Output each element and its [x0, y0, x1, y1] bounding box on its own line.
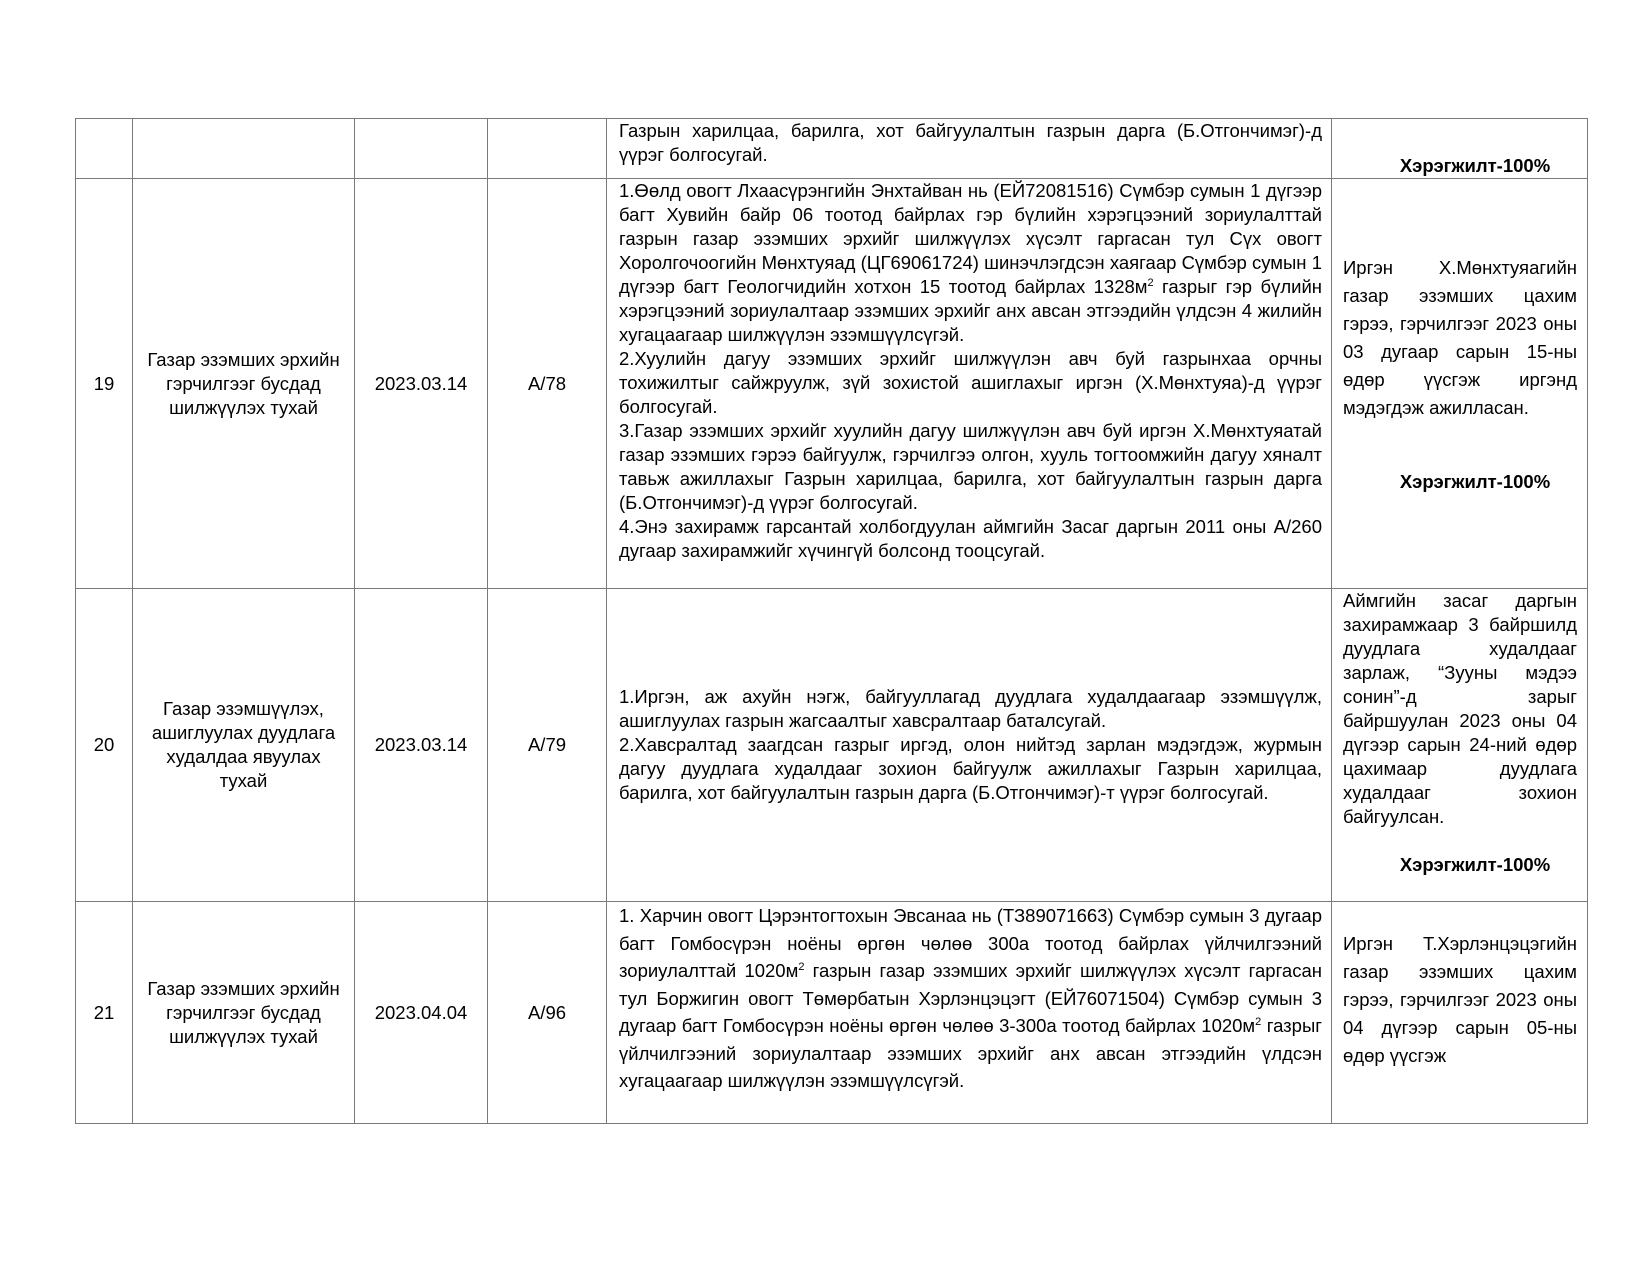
implementation-result	[1332, 902, 1588, 1124]
row-number: 21	[76, 902, 133, 1124]
table-row	[76, 902, 1588, 1124]
status-label: Хэрэгжилт-100%	[1399, 854, 1551, 875]
decree-paragraph: Газрын харилцаа, барилга, хот байгуулалтын газрын дарга (Б.Отгончимэг)-д үүрэг болгосугай.	[619, 120, 1322, 165]
paragraph-text: 1.Өөлд овогт Лхаасүрэнгийн Энхтайван нь (ЕЙ72081516) Сүмбэр сумын 1 дүгээр багт Хувийн байр 06 тоотод байрлах гэр бүлийн хэрэгцээний зориулалттай газрын газар эзэмших эрхийг шилжүүлэх хүсэлт гаргасан тул Сүх овогт Хоролгочоогийн Мөнхтуяад (ЦГ69061724) шинэчлэгдсэн хаягаар Сүмбэр сумын 1 дүгээр багт Геологчидийн хотхон 15 тоотод байрлах 1328м	[619, 180, 1322, 297]
decree-date: 2023.03.14	[355, 589, 488, 902]
decree-paragraph: 1.Иргэн, аж ахуйн нэгж, байгууллагад дуудлага худалдаагаар эзэмшүүлж, ашиглуулах газрын жагсаалтыг хавсралтаар баталсугай.	[619, 686, 1322, 731]
implementation-result	[1332, 179, 1588, 589]
decree-number: А/96	[488, 902, 607, 1124]
decree-title: Газар эзэмшүүлэх, ашиглуулах дуудлага худалдаа явуулах тухай	[133, 589, 355, 902]
decree-number: А/78	[488, 179, 607, 589]
decree-title: Газар эзэмших эрхийн гэрчилгээг бусдад шилжүүлэх тухай	[133, 179, 355, 589]
decrees-table	[75, 118, 1588, 1124]
decree-paragraph	[619, 902, 1322, 1095]
result-text: Иргэн Т.Хэрлэнцэцэгийн газар эзэмших цахим гэрээ, гэрчилгээг 2023 оны 04 дүгээр сарын 05-ны өдөр үүсгэж	[1343, 933, 1577, 1066]
decree-date	[355, 119, 488, 179]
decree-title: Газар эзэмших эрхийн гэрчилгээг бусдад шилжүүлэх тухай	[133, 902, 355, 1124]
row-number	[76, 119, 133, 179]
row-number: 19	[76, 179, 133, 589]
paragraph-text: 1. Харчин овогт Цэрэнтогтохын Эвсанаа нь (ТЗ89071663) Сүмбэр сумын 3 дугаар багт Гомбосүрэн ноёны өргөн чөлөө 300а тоотод байрлах үйлчилгээний зориулалттай 1020м	[619, 905, 1322, 981]
result-text: Иргэн Х.Мөнхтуяагийн газар эзэмших цахим гэрээ, гэрчилгээг 2023 оны 03 дугаар сарын 15-ны өдөр үүсгэж иргэнд мэдэгдэж ажилласан.	[1343, 257, 1577, 418]
decree-content	[607, 119, 1332, 179]
table-row	[76, 589, 1588, 902]
decree-date: 2023.04.04	[355, 902, 488, 1124]
superscript: 2	[1147, 277, 1154, 289]
implementation-result	[1332, 589, 1588, 902]
status-label: Хэрэгжилт-100%	[1399, 155, 1551, 176]
superscript: 2	[1255, 1016, 1262, 1028]
decree-paragraph	[619, 179, 1322, 347]
paragraph-text: газрыг гэр бүлийн хэрэгцээний зориулалтаар эзэмших эрхийг анх авсан этгээдийн үлдсэн 4 жилийн хугацаагаар шилжүүлэн эзэмшүүлсүгэй.	[619, 276, 1322, 345]
decree-paragraph: 2.Хавсралтад заагдсан газрыг иргэд, олон нийтэд зарлан мэдэгдэж, журмын дагуу дуудлага худалдааг зохион байгуулж ажиллахыг Газрын харилцаа, барилга, хот байгуулалтын газрын дарга (Б.Отгончимэг)-т үүрэг болгосугай.	[619, 734, 1322, 803]
decree-paragraph: 3.Газар эзэмших эрхийг хуулийн дагуу шилжүүлэн авч буй иргэн Х.Мөнхтуяатай газар эзэмших гэрээ байгуулж, гэрчилгээ олгон, хууль тогтоомжийн дагуу хяналт тавьж ажиллахыг Газрын харилцаа, барилга, хот байгуулалтын газрын дарга (Б.Отгончимэг)-д үүрэг болгосугай.	[619, 420, 1322, 513]
decree-paragraph: 4.Энэ захирамж гарсантай холбогдуулан аймгийн Засаг даргын 2011 оны А/260 дугаар захирамжийг хүчингүй болсонд тооцсугай.	[619, 516, 1322, 561]
decree-title	[133, 119, 355, 179]
decree-paragraph: 2.Хуулийн дагуу эзэмших эрхийг шилжүүлэн авч буй газрынхаа орчны тохижилтыг сайжруулж, зүй зохистой ашиглахыг иргэн (Х.Мөнхтуяа)-д үүрэг болгосугай.	[619, 348, 1322, 417]
decree-content	[607, 589, 1332, 902]
row-number: 20	[76, 589, 133, 902]
table-row	[76, 179, 1588, 589]
superscript: 2	[798, 961, 805, 973]
paragraph-text: газрын газар эзэмших эрхийг шилжүүлэх хүсэлт гаргасан тул Боржигин овогт Төмөрбатын Хэрлэнцэцэгт (ЕЙ76071504) Сүмбэр сумын 3 дугаар багт Гомбосүрэн ноёны өргөн чөлөө 3-300а тоотод байрлах 1020м	[619, 960, 1322, 1036]
implementation-result	[1332, 119, 1588, 179]
paragraph-text: газрыг үйлчилгээний зориулалтаар эзэмших эрхийг анх авсан этгээдийн үлдсэн хугацаагаар шилжүүлэн эзэмшүүлсүгэй.	[619, 1015, 1322, 1091]
decree-date: 2023.03.14	[355, 179, 488, 589]
decree-number: А/79	[488, 589, 607, 902]
decree-content	[607, 902, 1332, 1124]
decree-content	[607, 179, 1332, 589]
table-row	[76, 119, 1588, 179]
status-label: Хэрэгжилт-100%	[1399, 471, 1551, 492]
decree-number	[488, 119, 607, 179]
result-text: Аймгийн засаг даргын захирамжаар 3 байршилд дуудлага худалдааг зарлаж, “Зууны мэдээ сонин”-д зарыг байршуулан 2023 оны 04 дүгээр сарын 24-ний өдөр цахимаар дуудлага худалдааг зохион байгуулсан.	[1343, 590, 1577, 827]
